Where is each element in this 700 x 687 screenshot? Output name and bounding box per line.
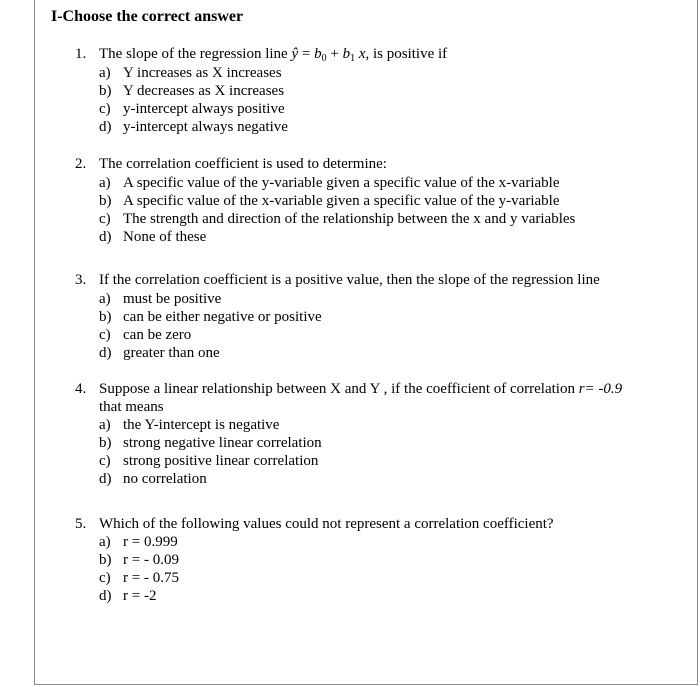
question-text: Suppose a linear relationship between X and Y , if the coefficient of correlation bbox=[99, 381, 579, 397]
option-letter: c) bbox=[99, 101, 111, 117]
correlation-symbol: r bbox=[578, 381, 585, 397]
option-text: A specific value of the y-variable given a specific value of the x-variable bbox=[123, 175, 560, 191]
option-letter: b) bbox=[99, 435, 112, 451]
option-letter: a) bbox=[99, 291, 111, 307]
option-letter: d) bbox=[99, 345, 112, 361]
option-text: greater than one bbox=[123, 345, 220, 361]
option-text: the Y-intercept is negative bbox=[123, 417, 280, 433]
equation-b0-subscript: 0 bbox=[321, 53, 327, 64]
option-3b[interactable] bbox=[99, 308, 322, 326]
question-number: 1. bbox=[75, 46, 87, 62]
equation-plus: + bbox=[326, 46, 343, 62]
option-text: A specific value of the x-variable given a specific value of the y-variable bbox=[123, 193, 560, 209]
question-4-continuation: that means bbox=[99, 399, 164, 415]
option-text: strong negative linear correlation bbox=[123, 435, 322, 451]
option-letter: d) bbox=[99, 119, 112, 135]
option-letter: d) bbox=[99, 471, 112, 487]
option-letter: a) bbox=[99, 534, 111, 550]
option-4a[interactable] bbox=[99, 416, 279, 434]
option-1b[interactable] bbox=[99, 82, 284, 100]
option-4c[interactable] bbox=[99, 452, 318, 470]
option-4d[interactable] bbox=[99, 470, 207, 488]
equation-x: x bbox=[355, 46, 366, 62]
option-3c[interactable] bbox=[99, 326, 191, 344]
option-letter: d) bbox=[99, 588, 112, 604]
option-letter: a) bbox=[99, 65, 111, 81]
option-letter: d) bbox=[99, 229, 112, 245]
option-letter: b) bbox=[99, 309, 112, 325]
question-5 bbox=[75, 515, 554, 533]
page-heading: I-Choose the correct answer bbox=[51, 8, 244, 25]
option-text: The strength and direction of the relationship between the x and y variables bbox=[123, 211, 576, 227]
option-letter: c) bbox=[99, 327, 111, 343]
option-text: must be positive bbox=[123, 291, 222, 307]
option-text: r = - 0.75 bbox=[123, 570, 179, 586]
correlation-value: = -0.9 bbox=[584, 381, 623, 397]
question-number: 3. bbox=[75, 272, 87, 288]
equation-yhat: ŷ bbox=[291, 46, 299, 62]
option-2a[interactable] bbox=[99, 174, 559, 192]
option-2d[interactable] bbox=[99, 228, 206, 246]
option-letter: b) bbox=[99, 193, 112, 209]
option-text: Y decreases as X increases bbox=[123, 83, 285, 99]
option-text: y-intercept always positive bbox=[123, 101, 285, 117]
option-2b[interactable] bbox=[99, 192, 559, 210]
option-text: y-intercept always negative bbox=[123, 119, 288, 135]
option-3d[interactable] bbox=[99, 344, 220, 362]
option-1c[interactable] bbox=[99, 100, 285, 118]
equation-b1-subscript: 1 bbox=[350, 53, 356, 64]
option-letter: a) bbox=[99, 417, 111, 433]
equation-b1: b bbox=[342, 46, 351, 62]
question-text: The correlation coefficient is used to determine: bbox=[99, 156, 387, 172]
option-letter: a) bbox=[99, 175, 111, 191]
option-5a[interactable] bbox=[99, 533, 178, 551]
option-5b[interactable] bbox=[99, 551, 179, 569]
question-number: 5. bbox=[75, 516, 87, 532]
option-1d[interactable] bbox=[99, 118, 288, 136]
option-text: can be zero bbox=[123, 327, 192, 343]
option-1a[interactable] bbox=[99, 64, 282, 82]
option-letter: b) bbox=[99, 83, 112, 99]
equation-b0: b bbox=[314, 46, 322, 62]
option-letter: c) bbox=[99, 453, 111, 469]
question-3 bbox=[75, 271, 600, 289]
question-number: 2. bbox=[75, 156, 87, 172]
option-text: r = -2 bbox=[123, 588, 157, 604]
option-5d[interactable] bbox=[99, 587, 156, 605]
option-5c[interactable] bbox=[99, 569, 179, 587]
option-2c[interactable] bbox=[99, 210, 575, 228]
option-text: None of these bbox=[123, 229, 207, 245]
question-2 bbox=[75, 155, 387, 173]
option-letter: b) bbox=[99, 552, 112, 568]
question-text: If the correlation coefficient is a positive value, then the slope of the regression line bbox=[99, 272, 600, 288]
option-4b[interactable] bbox=[99, 434, 322, 452]
option-text: no correlation bbox=[123, 471, 207, 487]
option-text: Y increases as X increases bbox=[123, 65, 282, 81]
question-text-end: , is positive if bbox=[365, 46, 448, 62]
option-text: r = 0.999 bbox=[123, 534, 178, 550]
question-number: 4. bbox=[75, 381, 87, 397]
option-text: can be either negative or positive bbox=[123, 309, 322, 325]
question-4 bbox=[75, 380, 622, 398]
equation-equals: = bbox=[298, 46, 315, 62]
question-text: Which of the following values could not represent a correlation coefficient? bbox=[99, 516, 554, 532]
question-text: The slope of the regression line bbox=[99, 46, 292, 62]
option-3a[interactable] bbox=[99, 290, 221, 308]
option-letter: c) bbox=[99, 570, 111, 586]
option-text: r = - 0.09 bbox=[123, 552, 179, 568]
option-text: strong positive linear correlation bbox=[123, 453, 319, 469]
option-letter: c) bbox=[99, 211, 111, 227]
